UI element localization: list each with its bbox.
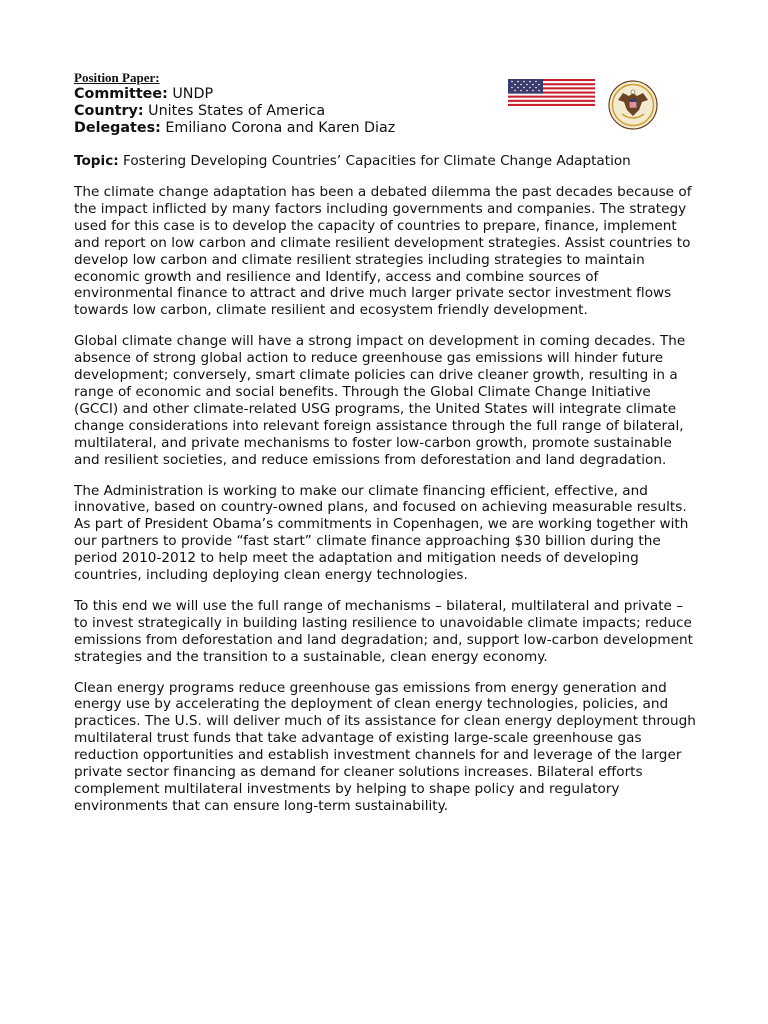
- delegates-value: Emiliano Corona and Karen Diaz: [165, 120, 396, 136]
- topic-line: [74, 153, 699, 170]
- country-line: [74, 103, 699, 120]
- committee-value: UNDP: [172, 86, 214, 102]
- us-flag-icon: [508, 79, 595, 106]
- document-type-heading: Position Paper:: [74, 70, 160, 85]
- paragraph-2: Global climate change will have a strong impact on development in coming decades. The absence of strong global action to reduce greenhouse gas emissions will hinder future development; conversely, smart climate policies can drive cleaner growth, resulting in a range of economic and social benefits. Through the Global Climate Change Initiative (GCCI) and other climate-related USG programs, the United States will integrate climate change considerations into relevant foreign assistance through the full range of bilateral, multilateral, and private mechanisms to foster low-carbon growth, promote sustainable and resilient societies, and reduce emissions from deforestation and land degradation.: [74, 333, 686, 468]
- committee-label: Committee:: [74, 86, 168, 102]
- topic-label: Topic:: [74, 153, 119, 169]
- delegates-label: Delegates:: [74, 120, 161, 136]
- topic-value: Fostering Developing Countries’ Capacities for Climate Change Adaptation: [123, 153, 631, 169]
- country-label: Country:: [74, 103, 144, 119]
- paragraph-4: To this end we will use the full range of mechanisms – bilateral, multilateral and private – to invest strategically in building lasting resilience to unavoidable climate impacts; reduce emissions from deforestation and land degradation; and, support low-carbon development strategies and the transition to a sustainable, clean energy economy.: [74, 597, 693, 665]
- delegates-line: [74, 120, 699, 137]
- paragraph-5: Clean energy programs reduce greenhouse gas emissions from energy generation and energy use by accelerating the deployment of clean energy technologies, policies, and practices. The U.S. will deliver much of its assistance for clean energy deployment through multilateral trust funds that take advantage of existing large-scale greenhouse gas reduction opportunities and establish investment channels for and leverage of the larger private sector financing as demand for cleaner solutions increases. Bilateral efforts complement multilateral investments by helping to shape policy and regulatory environments that can ensure long-term sustainability.: [74, 679, 696, 814]
- document-page: [74, 70, 699, 815]
- country-value: Unites States of America: [148, 103, 326, 119]
- paragraph-3: The Administration is working to make our climate financing efficient, effective, and innovative, based on country-owned plans, and focused on achieving measurable results. As part of President Obama’s commitments in Copenhagen, we are working together with our partners to provide “fast start” climate finance approaching $30 billion during the period 2010-2012 to help meet the adaptation and mitigation needs of developing countries, including deploying clean energy technologies.: [74, 482, 689, 584]
- us-seal-icon: [608, 80, 658, 130]
- paragraph-1: The climate change adaptation has been a debated dilemma the past decades because of the impact inflicted by many factors including governments and companies. The strategy used for this case is to develop the capacity of countries to prepare, finance, implement and report on low carbon and climate resilient development strategies. Assist countries to develop low carbon and climate resilient strategies including strategies to maintain economic growth and resilience and Identify, access and combine sources of environmental finance to attract and drive much larger private sector investment flows towards low carbon, climate resilient and ecosystem friendly development.: [74, 184, 692, 319]
- committee-line: [74, 86, 699, 103]
